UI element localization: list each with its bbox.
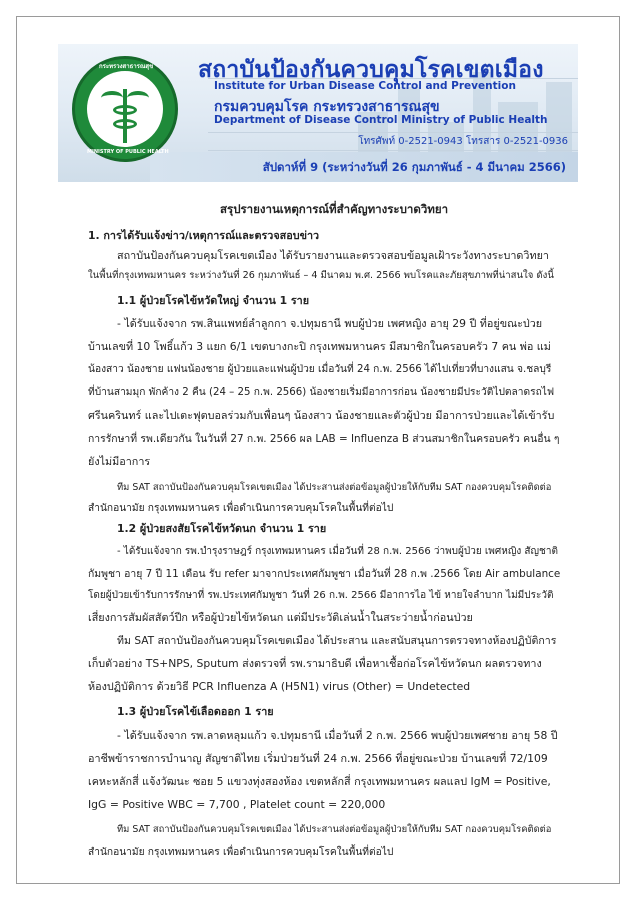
dept-name-english: Department of Disease Control Ministry of Public Health [214, 114, 548, 126]
case-line: บ้านเลขที่ 10 โพธิ์แก้ว 3 แยก 6/1 เขตบางกะปิ กรุงเทพมหานคร มีสมาชิกในครอบครัว 7 คน พ่อ แม่ [88, 340, 551, 353]
case-line: เคหะหลักสี่ แจ้งวัฒนะ ซอย 5 แขวงทุ่งสองห้อง เขตหลักสี่ กรุงเทพมหานคร ผลแลป IgM = Positive, [88, 775, 551, 788]
dept-name-thai: กรมควบคุมโรค กระทรวงสาธารณสุข [214, 99, 440, 115]
case-line: - ได้รับแจ้งจาก รพ.ลาดหลุมแก้ว จ.ปทุมธานี เมื่อวันที่ 2 ก.พ. 2566 พบผู้ป่วยเพศชาย อายุ 58 ปี [117, 729, 558, 742]
case-line: น้องสาว น้องชาย แฟนน้องชาย ผู้ป่วยและแฟนผู้ป่วย เมื่อวันที่ 24 ก.พ. 2566 ได้ไปเที่ยวที่บางแสน จ.ชลบุรี [88, 364, 552, 375]
case-line: - ได้รับแจ้งจาก รพ.บำรุงราษฎร์ กรุงเทพมหานคร เมื่อวันที่ 28 ก.พ. 2566 ว่าพบผู้ป่วย เพศหญิง สัญชาติ [117, 546, 558, 557]
case-line: โดยผู้ป่วยเข้ารับการรักษาที่ รพ.ประเทศกัมพูชา วันที่ 26 ก.พ. 2566 มีอาการไอ ไข้ หายใจลำบาก ไม่มีประวัติ [88, 590, 554, 601]
case-heading-dengue: 1.3 ผู้ป่วยโรคไข้เลือดออก 1 ราย [117, 705, 274, 718]
case-line: ยังไม่มีอาการ [88, 455, 151, 468]
followup-line: เก็บตัวอย่าง TS+NPS, Sputum ส่งตรวจที่ รพ.รามาธิบดี เพื่อหาเชื้อก่อโรคไข้หวัดนก ผลตรวจทาง [88, 657, 542, 670]
case-line: อาชีพข้าราชการบำนาญ สัญชาติไทย เริ่มป่วยวันที่ 24 ก.พ. 2566 ที่อยู่ขณะป่วย บ้านเลขที่ 72/109 [88, 752, 548, 765]
case-line: เสี่ยงการสัมผัสสัตว์ปีก หรือผู้ป่วยไข้หวัดนก แต่มีประวัติเล่นน้ำในสระว่ายน้ำก่อนป่วย [88, 611, 473, 624]
report-title: สรุปรายงานเหตุการณ์ที่สำคัญทางระบาดวิทยา [220, 202, 449, 216]
intro-line: ในพื้นที่กรุงเทพมหานคร ระหว่างวันที่ 26 กุมภาพันธ์ – 4 มีนาคม พ.ศ. 2566 พบโรคและภัยสุขภาพที่น่าสนใจ ดังนี้ [88, 270, 554, 281]
section-heading: 1. การได้รับแจ้งข่าว/เหตุการณ์และตรวจสอบข่าว [88, 229, 320, 242]
followup-line: ห้องปฏิบัติการ ด้วยวิธี PCR Influenza A (H5N1) virus (Other) = Undetected [88, 680, 471, 693]
case-line: - ได้รับแจ้งจาก รพ.สินแพทย์ลำลูกกา จ.ปทุมธานี พบผู้ป่วย เพศหญิง อายุ 29 ปี ที่อยู่ขณะป่วย [117, 317, 543, 330]
case-line: การรักษาที่ รพ.เดียวกัน ในวันที่ 27 ก.พ. 2566 ผล LAB = Influenza B ส่วนสมาชิกในครอบครัว คนอื่น ๆ [88, 433, 560, 445]
week-range: สัปดาห์ที่ 9 (ระหว่างวันที่ 26 กุมภาพันธ์ - 4 มีนาคม 2566) [262, 160, 566, 174]
followup-line: ทีม SAT สถาบันป้องกันควบคุมโรคเขตเมือง ได้ประสานส่งต่อข้อมูลผู้ป่วยให้กับทีม SAT กองควบคุมโรคติดต่อ [117, 482, 552, 493]
followup-line: สำนักอนามัย กรุงเทพมหานคร เพื่อดำเนินการควบคุมโรคในพื้นที่ต่อไป [88, 503, 394, 514]
followup-line: ทีม SAT สถาบันป้องกันควบคุมโรคเขตเมือง ได้ประสาน และสนับสนุนการตรวจทางห้องปฏิบัติการ [117, 635, 557, 647]
intro-line: สถาบันป้องกันควบคุมโรคเขตเมือง ได้รับรายงานและตรวจสอบข้อมูลเฝ้าระวังทางระบาดวิทยา [117, 249, 549, 262]
followup-line: สำนักอนามัย กรุงเทพมหานคร เพื่อดำเนินการควบคุมโรคในพื้นที่ต่อไป [88, 847, 394, 858]
case-line: ศรีนครินทร์ และไปเตะฟุตบอลร่วมกับเพื่อนๆ น้องสาว น้องชายและตัวผู้ป่วย มีอาการป่วยและได้เข้ารับ [88, 409, 555, 422]
phone-fax: โทรศัพท์ 0-2521-0943 โทรสาร 0-2521-0936 [358, 136, 568, 147]
org-name-english: Institute for Urban Disease Control and Prevention [214, 80, 516, 92]
case-heading-avian-flu: 1.2 ผู้ป่วยสงสัยโรคไข้หวัดนก จำนวน 1 ราย [117, 522, 327, 535]
ministry-seal-logo: กระทรวงสาธารณสุข MINISTRY OF PUBLIC HEALTH [72, 56, 178, 162]
followup-line: ทีม SAT สถาบันป้องกันควบคุมโรคเขตเมือง ได้ประสานส่งต่อข้อมูลผู้ป่วยให้กับทีม SAT กองควบคุมโรคติดต่อ [117, 824, 552, 835]
case-line: ที่บ้านสามมุก พักค้าง 2 คืน (24 – 25 ก.พ. 2566) น้องชายเริ่มมีอาการก่อน น้องชายมีประวัติไปตลาดรถไฟ [88, 387, 555, 398]
case-line: กัมพูชา อายุ 7 ปี 11 เดือน รับ refer มาจากประเทศกัมพูชา เมื่อวันที่ 28 ก.พ .2566 โดย Air ambulance [88, 568, 561, 580]
case-line: IgG = Positive WBC = 7,700 , Platelet count = 220,000 [88, 798, 386, 811]
case-heading-influenza: 1.1 ผู้ป่วยโรคไข้หวัดใหญ่ จำนวน 1 ราย [117, 294, 310, 307]
org-name-thai: สถาบันป้องกันควบคุมโรคเขตเมือง [198, 57, 544, 83]
